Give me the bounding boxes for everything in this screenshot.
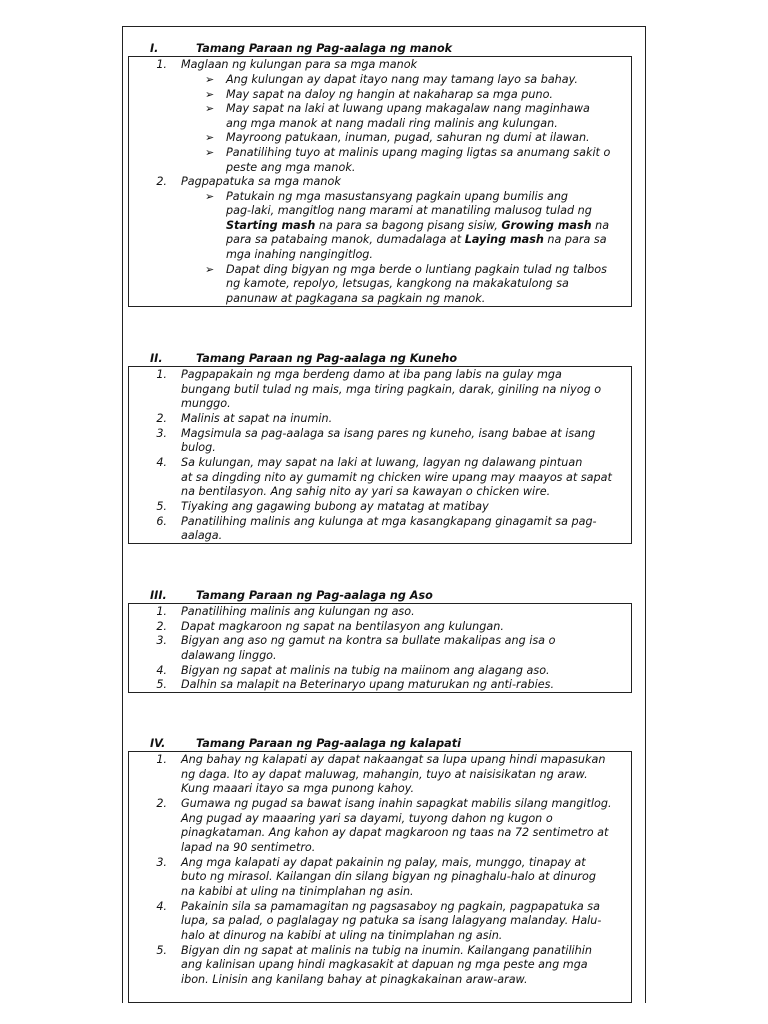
section-title-text: Tamang Paraan ng Pag-aalaga ng Aso [196, 589, 433, 602]
section-box [128, 366, 632, 544]
arrow-bullet-icon: ➢ [205, 131, 215, 144]
item-text: at sa dingding nito ay gumamit ng chicken wire upang may maayos at sapat [181, 471, 612, 484]
item-text: lapad na 90 sentimetro. [181, 841, 316, 854]
section-numeral: IV. [150, 737, 166, 750]
item-number: 4. [156, 456, 167, 469]
arrow-bullet-icon: ➢ [205, 263, 215, 276]
item-number: 5. [156, 500, 167, 513]
item-text: na kabibi at uling na tinimplahan ng asin. [181, 885, 414, 898]
item-number: 4. [156, 900, 167, 913]
item-text: Ang mga kalapati ay dapat pakainin ng palay, mais, munggo, tinapay at [181, 856, 586, 869]
item-number: 4. [156, 664, 167, 677]
item-text: Gumawa ng pugad sa bawat isang inahin sapagkat mabilis silang mangitlog. [181, 797, 612, 810]
arrow-bullet-icon: ➢ [205, 102, 215, 115]
item-number: 6. [156, 515, 167, 528]
item-text: lupa, sa palad, o paglalagay ng patuka sa isang lalagyang malanday. Halu- [181, 914, 602, 927]
section-title-text: Tamang Paraan ng Pag-aalaga ng Kuneho [196, 352, 458, 365]
item-text: Ang pugad ay maaaring yari sa dayami, tuyong dahon ng kugon o [181, 812, 553, 825]
item-text: munggo. [181, 397, 231, 410]
item-number: 3. [156, 427, 167, 440]
bullet-line: peste ang mga manok. [226, 161, 356, 174]
bullet-line: mga inahing nangingitlog. [226, 248, 373, 261]
bullet-line: Patukain ng mga masustansyang pagkain upang bumilis ang [226, 190, 569, 203]
item-text: Panatilihing malinis ang kulunga at mga kasangkapang ginagamit sa pag- [181, 515, 597, 528]
section-aso [128, 589, 632, 693]
bold-term: Growing mash [501, 219, 592, 232]
bullet-line [226, 219, 609, 234]
item-text: buto ng mirasol. Kailangan din silang bigyan ng pinaghalu-halo at dinurog [181, 870, 596, 883]
item-text: Pagpapakain ng mga berdeng damo at iba pang labis na gulay mga [181, 368, 562, 381]
section-numeral: II. [150, 352, 163, 365]
item-number: 1. [156, 605, 167, 618]
item-number: 5. [156, 944, 167, 957]
bullet-line: Mayroong patukaan, inuman, pugad, sahuran ng dumi at ilawan. [226, 131, 590, 144]
item-text: bulog. [181, 441, 216, 454]
section-title [150, 42, 452, 55]
item-text: Malinis at sapat na inumin. [181, 412, 333, 425]
section-box [128, 56, 632, 307]
item-text: Dalhin sa malapit na Beterinaryo upang maturukan ng anti-rabies. [181, 678, 554, 691]
bullet-line-part: na [591, 219, 610, 232]
item-text: Maglaan ng kulungan para sa mga manok [181, 58, 418, 71]
item-text: Pakainin sila sa pamamagitan ng pagsasaboy ng pagkain, pagpapatuka sa [181, 900, 600, 913]
bullet-line: Dapat ding bigyan ng mga berde o luntiang pagkain tulad ng talbos [226, 263, 607, 276]
bullet-line-part: para sa patabaing manok, dumadalaga at [226, 233, 465, 246]
item-text: Bigyan din ng sapat at malinis na tubig na inumin. Kailangang panatilihin [181, 944, 592, 957]
bullet-line: May sapat na laki at luwang upang makagalaw nang maginhawa [226, 102, 590, 115]
section-title-text: Tamang Paraan ng Pag-aalaga ng manok [196, 42, 453, 55]
bullet-line: May sapat na daloy ng hangin at nakaharap sa mga puno. [226, 88, 553, 101]
section-title [150, 737, 461, 750]
bullet-line-part: na para sa [543, 233, 607, 246]
section-manok [128, 42, 632, 308]
item-text: Pagpapatuka sa mga manok [181, 175, 341, 188]
section-box [128, 751, 632, 1003]
bullet-line: ang mga manok at nang madali ring malinis ang kulungan. [226, 117, 558, 130]
item-number: 1. [156, 753, 167, 766]
bullet-line: Panatilihing tuyo at malinis upang maging ligtas sa anumang sakit o [226, 146, 611, 159]
item-text: aalaga. [181, 529, 223, 542]
arrow-bullet-icon: ➢ [205, 88, 215, 101]
arrow-bullet-icon: ➢ [205, 73, 215, 86]
item-number: 1. [156, 368, 167, 381]
arrow-bullet-icon: ➢ [205, 190, 215, 203]
item-text: Magsimula sa pag-aalaga sa isang pares ng kuneho, isang babae at isang [181, 427, 596, 440]
bullet-line: ng kamote, repolyo, letsugas, kangkong na makakatulong sa [226, 277, 569, 290]
section-numeral: I. [150, 42, 159, 55]
item-text: Sa kulungan, may sapat na laki at luwang, lagyan ng dalawang pintuan [181, 456, 583, 469]
item-text: dalawang linggo. [181, 649, 277, 662]
item-number: 2. [156, 412, 167, 425]
arrow-bullet-icon: ➢ [205, 146, 215, 159]
item-text: pinagkataman. Ang kahon ay dapat magkaroon ng taas na 72 sentimetro at [181, 826, 609, 839]
item-number: 5. [156, 678, 167, 691]
item-number: 2. [156, 620, 167, 633]
section-kalapati [128, 737, 632, 1005]
section-box [128, 603, 632, 693]
item-number: 2. [156, 797, 167, 810]
item-text: ibon. Linisin ang kanilang bahay at pinagkakainan araw-araw. [181, 973, 528, 986]
item-number: 2. [156, 175, 167, 188]
section-title [150, 352, 457, 365]
bullet-line-part: na para sa bagong pisang sisiw, [315, 219, 502, 232]
bullet-line: pag-laki, mangitlog nang marami at manatiling malusog tulad ng [226, 204, 592, 217]
section-title-text: Tamang Paraan ng Pag-aalaga ng kalapati [196, 737, 461, 750]
section-kuneho [128, 352, 632, 544]
bullet-line: Ang kulungan ay dapat itayo nang may tamang layo sa bahay. [226, 73, 578, 86]
item-number: 3. [156, 634, 167, 647]
item-text: Kung maaari itayo sa mga punong kahoy. [181, 782, 415, 795]
item-text: Panatilihing malinis ang kulungan ng aso. [181, 605, 415, 618]
item-text: Dapat magkaroon ng sapat na bentilasyon ang kulungan. [181, 620, 504, 633]
item-number: 3. [156, 856, 167, 869]
section-numeral: III. [150, 589, 167, 602]
section-title [150, 589, 433, 602]
item-text: Bigyan ang aso ng gamut na kontra sa bullate makalipas ang isa o [181, 634, 556, 647]
item-text: bungang butil tulad ng mais, mga tiring pagkain, darak, giniling na niyog o [181, 383, 602, 396]
item-text: Tiyaking ang gagawing bubong ay matatag at matibay [181, 500, 489, 513]
bold-term: Starting mash [226, 219, 316, 232]
item-number: 1. [156, 58, 167, 71]
item-text: halo at dinurog na kabibi at uling na tinimplahan ng asin. [181, 929, 503, 942]
item-text: Bigyan ng sapat at malinis na tubig na maiinom ang alagang aso. [181, 664, 550, 677]
item-text: ng daga. Ito ay dapat maluwag, mahangin, tuyo at naisisikatan ng araw. [181, 768, 588, 781]
item-text: na bentilasyon. Ang sahig nito ay yari sa kawayan o chicken wire. [181, 485, 551, 498]
bold-term: Laying mash [464, 233, 544, 246]
item-text: ang kalinisan upang hindi magkasakit at dapuan ng mga peste ang mga [181, 958, 588, 971]
bullet-line [226, 233, 607, 248]
item-text: Ang bahay ng kalapati ay dapat nakaangat sa lupa upang hindi mapasukan [181, 753, 606, 766]
bullet-line: panunaw at pagkagana sa pagkain ng manok. [226, 292, 486, 305]
